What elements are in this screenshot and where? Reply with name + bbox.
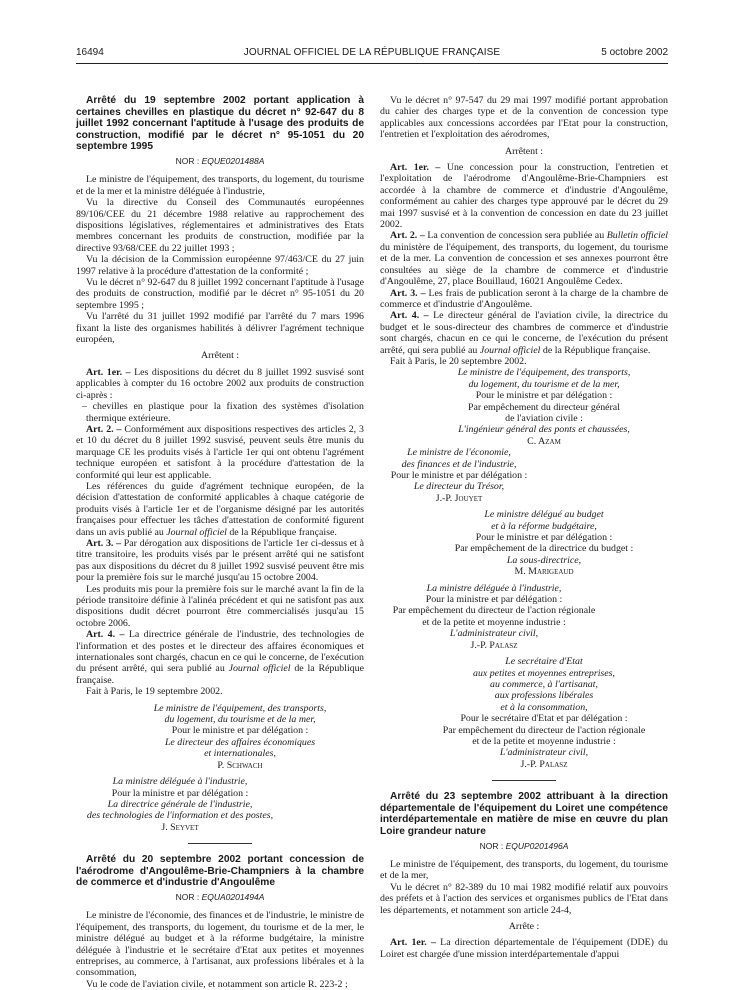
arrete1-article-1: Art. 1er. – Les dispositions du décret du 8 juillet 1992 susvisé sont applicables à compter du 16 octobre 2002 aux produits de construction ci-après : [76, 366, 364, 401]
arrete1-arretent: Arrêtent : [200, 350, 240, 362]
arrete3-intro: Le ministre de l'équipement, des transports, du logement, du tourisme et de la mer, [380, 858, 668, 882]
arrete1-visa: Vu l'arrêté du 31 juillet 1992 modifié par l'arrêté du 7 mars 1996 fixant la liste des organismes habilités à délivrer l'agrément technique européen, [76, 311, 364, 346]
arrete1-article-3: Art. 3. – Par dérogation aux dispositions de l'article 1er ci-dessus et à titre transitoire, les produits visés par le présent arrêté qui ne satisfont pas aux dispositions du décret du 8 juillet 1992 susvisé peuvent être mis pour la première fois sur le marché jusqu'au 15 octobre 2004. [76, 537, 364, 584]
arrete1-signature-block-1: Le ministre de l'équipement, des transports, du logement, du tourisme et de la mer, Pour le ministre et par délégation : Le directeur des affaires économiques et internationales, P. Schwach [76, 703, 364, 771]
page-header [76, 47, 668, 61]
signatory-name: C. Azam [527, 435, 561, 447]
page-number: 16494 [76, 47, 104, 58]
arrete2-article-1: Art. 1er. – Une concession pour la construction, l'entretien et l'exploitation de l'aérodrome d'Angoulême-Brie-Champniers est accordée à la chambre de commerce et d'industrie d'Angoulême, conformément au cahier des charges type approuvé par le décret du 29 mai 1997 susvisé et à la convention de concession en date du 23 juillet 2002. [380, 162, 668, 231]
arrete1-article-3-p2: Les produits mis pour la première fois sur le marché avant la fin de la période transitoire définie à l'alinéa précédent et qui ne satisfont pas aux dispositions dudit décret pourront être commercialisés jusqu'au 15 octobre 2006. [76, 583, 364, 629]
arrete2-intro: Le ministre de l'économie, des finances et de l'industrie, le ministre de l'équipement, des transports, du logement, du tourisme et de la mer, le ministre délégué au budget et à la réforme budgétaire, la ministre déléguée à l'industrie et le secrétaire d'Etat aux petites et moyennes entreprises, au commerce, à l'artisanat, aux professions libérales et à la consommation, [76, 910, 364, 979]
signatory-name: P. Schwach [217, 759, 263, 771]
signatory-name: J. Seyvet [161, 821, 199, 833]
arrete3-nor: NOR : EQUP0201496A [479, 840, 569, 851]
arrete1-visa: Vu la directive du Conseil des Communautés européennes 89/106/CEE du 21 décembre 1988 relative au rapprochement des dispositions législatives, réglementaires et administratives des Etats membres concernant les produits de construction, modifiée par la directive 93/68/CEE du 22 juillet 1993 ; [76, 197, 364, 254]
arrete2-nor-code: EQUA0201494A [201, 891, 265, 902]
arrete2-article-2: Art. 2. – La convention de concession sera publiée au Bulletin officiel du ministère de l'équipement, des transports, du logement, du tourisme et de la mer. La convention de concession et ses annexes pourront être consultées au siège de la chambre de commerce et d'industrie d'Angoulême, 27, place Bouillaud, 16021 Angoulême Cedex. [380, 230, 668, 288]
arrete1-visa: Vu la décision de la Commission européenne 97/463/CE du 27 juin 1997 relative à la procédure d'attestation de la conformité ; [76, 254, 364, 277]
signatory-name: J.-P. Jouyet [435, 492, 483, 504]
arrete1-fait: Fait à Paris, le 19 septembre 2002. [86, 686, 223, 698]
arrete1-nor-code: EQUE0201488A [201, 155, 265, 166]
arrete2-nor: NOR : EQUA0201494A [175, 891, 265, 902]
signatory-name: J.-P. Palasz [470, 639, 518, 651]
publication-date: 5 octobre 2002 [601, 47, 668, 58]
signatory-name: M. Marigeaud [514, 566, 574, 578]
signatory-name: J.-P. Palasz [520, 758, 568, 770]
arrete2-visa-2: Vu le décret n° 97-547 du 29 mai 1997 modifié portant approbation du cahier des charges type et de la convention de concession type applicables aux concessions accordées par l'Etat pour la construction, l'entretien et l'exploitation des aérodromes, [380, 95, 668, 141]
arrete2-title: Arrêté du 20 septembre 2002 portant concession de l'aérodrome d'Angoulême-Brie-Champniers à la chambre de commerce et d'industrie d'Angoulême [76, 854, 364, 889]
arrete1-title: Arrêté du 19 septembre 2002 portant application à certaines chevilles en plastique du décret n° 92-647 du 8 juillet 1992 concernant l'aptitude à l'usage des produits de construction, modifié par le décret n° 95-1051 du 20 septembre 1995 [76, 95, 364, 153]
arrete2-signature-block-2: Le ministre de l'économie, des finances et de l'industrie, Pour le ministre et par délégation : Le directeur du Trésor, J.-P. Jouyet [380, 447, 668, 504]
arrete2-article-4: Art. 4. – Le directeur général de l'aviation civile, la directrice du budget et le sous-directeur des chambres de commerce et d'industrie sont chargés, chacun en ce qui le concerne, de l'exécution du présent arrêté, qui sera publié au Journal officiel de la République française. [380, 310, 668, 356]
arrete2-fait: Fait à Paris, le 20 septembre 2002. [390, 355, 527, 367]
arrete3-nor-code: EQUP0201496A [505, 840, 569, 851]
arrete1-article-1-item: – chevilles en plastique pour la fixation des systèmes d'isolation thermique extérieure. [82, 401, 364, 424]
arrete2-visa-1: Vu le code de l'aviation civile, et notamment son article R. 223-2 ; [86, 978, 348, 990]
arrete1-visa: Vu le décret n° 92-647 du 8 juillet 1992 concernant l'aptitude à l'usage des produits de construction, modifié par le décret n° 95-1051 du 20 septembre 1995 ; [76, 277, 364, 311]
arrete3-title: Arrêté du 23 septembre 2002 attribuant à la direction départementale de l'équipement du Loiret une compétence interdépartementale en matière de mise en œuvre du plan Loire grandeur nature [380, 791, 668, 837]
left-column [76, 95, 364, 990]
section-separator [188, 843, 252, 844]
arrete1-intro: Le ministre de l'équipement, des transports, du logement, du tourisme et de la mer et la ministre déléguée à l'industrie, [76, 174, 364, 197]
arrete2-signature-block-4: La ministre déléguée à l'industrie, Pour la ministre et par délégation : Par empêchement du directeur de l'action régionale et de la petite et moyenne industrie : L'administrateur civil, J.-P. Palasz [380, 583, 668, 651]
arrete1-nor: NOR : EQUE0201488A [175, 155, 265, 166]
arrete3-arrete: Arrête : [508, 920, 540, 932]
arrete1-article-2: Art. 2. – Conformément aux dispositions respectives des articles 2, 3 et 10 du décret du 8 juillet 1992 susvisé, peuvent seuls être munis du marquage CE les produits visés à l'article 1er qui ont obtenu l'agrément technique européen et satisfont à la procédure d'attestation de la conformité qui leur est applicable. [76, 423, 364, 481]
arrete3-article-1: Art. 1er. – La direction départementale de l'équipement (DDE) du Loiret est chargée d'une mission interdépartementale d'appui [380, 937, 668, 960]
arrete1-signature-block-2: La ministre déléguée à l'industrie, Pour la ministre et par délégation : La directrice générale de l'industrie, des technologies de l'information et des postes, J. Seyvet [76, 776, 364, 833]
arrete2-arretent: Arrêtent : [504, 145, 544, 157]
arrete2-signature-block-1: Le ministre de l'équipement, des transports, du logement, du tourisme et de la mer, Pour le ministre et par délégation : Par empêchement du directeur général de l'aviation civile : L'ingénieur général des ponts et chaussées, C. Azam [380, 367, 668, 447]
arrete1-article-4: Art. 4. – La directrice générale de l'industrie, des technologies de l'information et des postes et le directeur des affaires économiques et internationales sont chargés, chacun en ce qui le concerne, de l'exécution du présent arrêté, qui sera publié au Journal officiel de la République française. [76, 629, 364, 686]
arrete2-article-3: Art. 3. – Les frais de publication seront à la charge de la chambre de commerce et d'industrie d'Angoulême. [380, 287, 668, 310]
arrete1-article-2-p2: Les références du guide d'agrément technique européen, de la décision d'attestation de conformité applicables à chaque catégorie de produits visés à l'article 1er et de l'organisme désigné par les autorités françaises pour effectuer les tâches d'attestation de conformité figurent dans un avis publié au Journal officiel de la République française. [76, 480, 364, 538]
arrete2-signature-block-5: Le secrétaire d'Etat aux petites et moyennes entreprises, au commerce, à l'artisanat, aux professions libérales et à la consommation, Pour le secrétaire d'Etat et par délégation : Par empêchement du directeur de l'action régionale et de la petite et moyenne industrie : L'administrateur civil, J.-P. Palasz [380, 656, 668, 770]
journal-title: JOURNAL OFFICIEL DE LA RÉPUBLIQUE FRANÇAISE [243, 47, 501, 58]
arrete3-visa-1: Vu le décret n° 82-389 du 10 mai 1982 modifié relatif aux pouvoirs des préfets et à l'action des services et organismes publics de l'Etat dans les départements, et notamment son article 24-4, [380, 881, 668, 916]
header-rule [76, 63, 668, 64]
arrete2-signature-block-3: Le ministre délégué au budget et à la réforme budgétaire, Pour le ministre et par délégation : Par empêchement de la directrice du budget : La sous-directrice, M. Marigeaud [380, 509, 668, 577]
section-separator [492, 780, 556, 781]
right-column [380, 95, 668, 960]
